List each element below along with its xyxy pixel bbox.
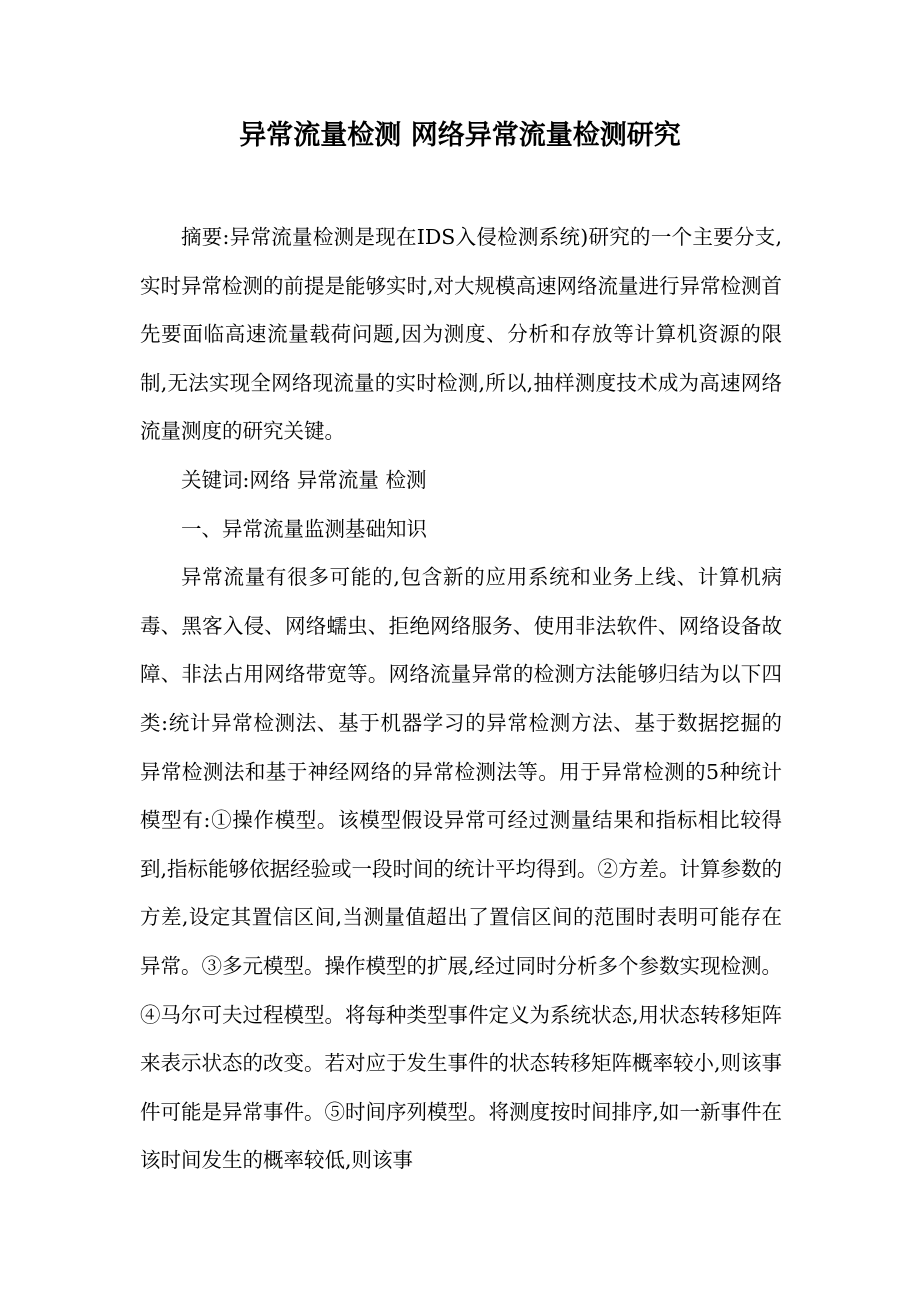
- abstract-paragraph: 摘要:异常流量检测是现在IDS入侵检测系统)研究的一个主要分支,实时异常检测的前提是能够实时,对大规模高速网络流量进行异常检测首先要面临高速流量载荷问题,因为测度、分析和存放等计算机资源的限制,无法实现全网络现流量的实时检测,所以,抽样测度技术成为高速网络流量测度的研究关键。: [140, 225, 783, 444]
- document-body: [140, 213, 782, 1185]
- keywords-paragraph: 关键词:网络 异常流量 检测: [181, 467, 427, 492]
- document-title: 异常流量检测 网络异常流量检测研究: [239, 120, 681, 151]
- section-heading: 一、异常流量监测基础知识: [181, 516, 427, 541]
- body-paragraph: 异常流量有很多可能的,包含新的应用系统和业务上线、计算机病毒、黑客入侵、网络蠕虫、拒绝网络服务、使用非法软件、网络设备故障、非法占用网络带宽等。网络流量异常的检测方法能够归结为以下四类:统计异常检测法、基于机器学习的异常检测方法、基于数据挖掘的异常检测法和基于神经网络的异常检测法等。用于异常检测的5种统计模型有:①操作模型。该模型假设异常可经过测量结果和指标相比较得到,指标能够依据经验或一段时间的统计平均得到。②方差。计算参数的方差,设定其置信区间,当测量值超出了置信区间的范围时表明可能存在异常。③多元模型。操作模型的扩展,经过同时分析多个参数实现检测。④马尔可夫过程模型。将每种类型事件定义为系统状态,用状态转移矩阵来表示状态的改变。若对应于发生事件的状态转移矩阵概率较小,则该事件可能是异常事件。⑤时间序列模型。将测度按时间排序,如一新事件在该时间发生的概率较低,则该事: [140, 565, 783, 1173]
